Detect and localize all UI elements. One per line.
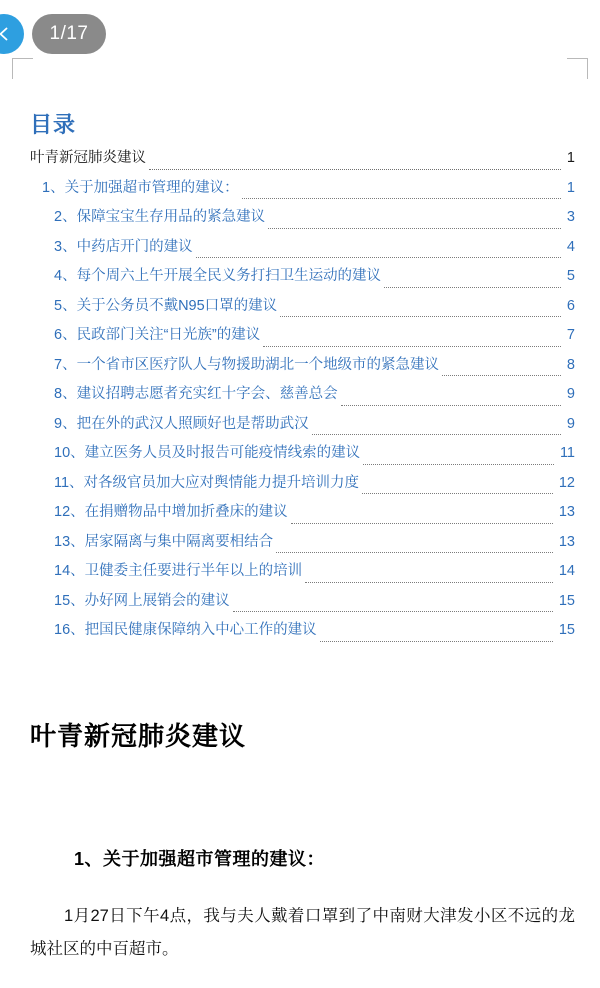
chevron-left-icon	[0, 25, 13, 43]
toc-entry-leader	[242, 187, 561, 199]
toc-entry-leader	[291, 512, 553, 524]
toc-entry[interactable]	[30, 587, 575, 617]
toc-entry[interactable]	[30, 321, 575, 351]
toc-entry-page-number: 3	[566, 209, 575, 225]
toc-entry-label: 2、保障宝宝生存用品的紧急建议	[54, 209, 266, 225]
toc-entry-leader	[268, 217, 561, 229]
toc-entry-leader	[196, 246, 561, 258]
toc-entry[interactable]	[30, 174, 575, 204]
toc-entry[interactable]	[30, 262, 575, 292]
toc-entry-leader	[363, 453, 554, 465]
toc-entry[interactable]	[30, 380, 575, 410]
crop-mark-top-left	[12, 58, 33, 79]
toc-entry-label: 7、一个省市区医疗队人与物援助湖北一个地级市的紧急建议	[54, 356, 440, 373]
body-paragraph: 1月27日下午4点，我与夫人戴着口罩到了中南财大津发小区不远的龙城社区的中百超市。	[30, 907, 575, 958]
toc-entry-label: 5、关于公务员不戴N95口罩的建议	[54, 297, 278, 314]
toc-entry-page-number: 12	[558, 474, 575, 491]
toc-entry-label: 9、把在外的武汉人照顾好也是帮助武汉	[54, 415, 309, 432]
toc-entry-leader	[263, 335, 561, 347]
toc-entry-page-number: 8	[566, 356, 575, 373]
document-title: 叶青新冠肺炎建议	[30, 721, 247, 751]
toc-entry-leader	[149, 158, 561, 170]
toc-entry-leader	[442, 364, 561, 376]
toc-entry-label: 14、卫健委主任要进行半年以上的培训	[54, 563, 303, 579]
toc-entry[interactable]	[30, 616, 575, 646]
toc-entry[interactable]	[30, 410, 575, 440]
toc-entry-page-number: 1	[566, 150, 575, 166]
toc-entry-label: 3、中药店开门的建议	[54, 238, 193, 255]
toc-entry-label: 12、在捐赠物品中增加折叠床的建议	[54, 504, 288, 520]
toc-entry-label: 13、居家隔离与集中隔离要相结合	[54, 533, 274, 550]
toc-entry-label: 4、每个周六上午开展全民义务打扫卫生运动的建议	[54, 268, 382, 284]
toc-entry-page-number: 14	[558, 563, 575, 579]
toc-entry-label: 1、关于加强超市管理的建议：	[42, 179, 239, 196]
toc-entry-page-number: 9	[566, 386, 575, 402]
toc-entry[interactable]	[30, 439, 575, 469]
toc-entry-leader	[233, 600, 553, 612]
toc-entry[interactable]	[30, 469, 575, 499]
toc-entry-page-number: 5	[566, 268, 575, 284]
toc-entry[interactable]	[30, 233, 575, 263]
toc-entry[interactable]	[30, 528, 575, 558]
toc-entry-label: 11、对各级官员加大应对舆情能力提升培训力度	[54, 474, 360, 491]
toc-entry-leader	[362, 482, 553, 494]
toc-entry-page-number: 15	[558, 622, 575, 638]
toc-entry-label: 6、民政部门关注“日光族”的建议	[54, 327, 261, 343]
toc-entry-page-number: 6	[566, 297, 575, 314]
toc-entry[interactable]	[30, 351, 575, 381]
crop-mark-top-right	[567, 58, 588, 79]
toc-entry-page-number: 11	[559, 445, 575, 461]
toc-entry-leader	[276, 541, 553, 553]
section-title: 1、关于加强超市管理的建议：	[74, 849, 326, 869]
toc-entry-page-number: 4	[566, 238, 575, 255]
toc-entry[interactable]	[30, 203, 575, 233]
toc-entry-leader	[280, 305, 561, 317]
toc-entry-leader	[384, 276, 561, 288]
toc-entry[interactable]	[30, 498, 575, 528]
toc-entry[interactable]	[30, 557, 575, 587]
toc-entry-page-number: 13	[558, 504, 575, 520]
toc-entry-leader	[341, 394, 561, 406]
toc-entry-page-number: 15	[558, 592, 575, 609]
toc-entry-label: 16、把国民健康保障纳入中心工作的建议	[54, 622, 317, 638]
toc-entry-leader	[320, 630, 553, 642]
toc-entry-page-number: 7	[566, 327, 575, 343]
toc-entry-label: 8、建议招聘志愿者充实红十字会、慈善总会	[54, 386, 338, 402]
toc-entry-label: 15、办好网上展销会的建议	[54, 592, 230, 609]
page-indicator[interactable]: 1/17	[32, 14, 106, 54]
toc-entry-page-number: 1	[566, 179, 575, 196]
toc-entry-leader	[305, 571, 553, 583]
toc-entry[interactable]	[30, 292, 575, 322]
toc-entry	[30, 144, 575, 174]
toc-entry-label: 叶青新冠肺炎建议	[30, 150, 146, 166]
toc-entry-leader	[312, 423, 561, 435]
toc-heading: 目录	[30, 112, 77, 137]
toc-entry-label: 10、建立医务人员及时报告可能疫情线索的建议	[54, 445, 361, 461]
toc-entry-page-number: 9	[566, 415, 575, 432]
toc-entry-page-number: 13	[558, 533, 575, 550]
toc-list	[30, 144, 575, 646]
